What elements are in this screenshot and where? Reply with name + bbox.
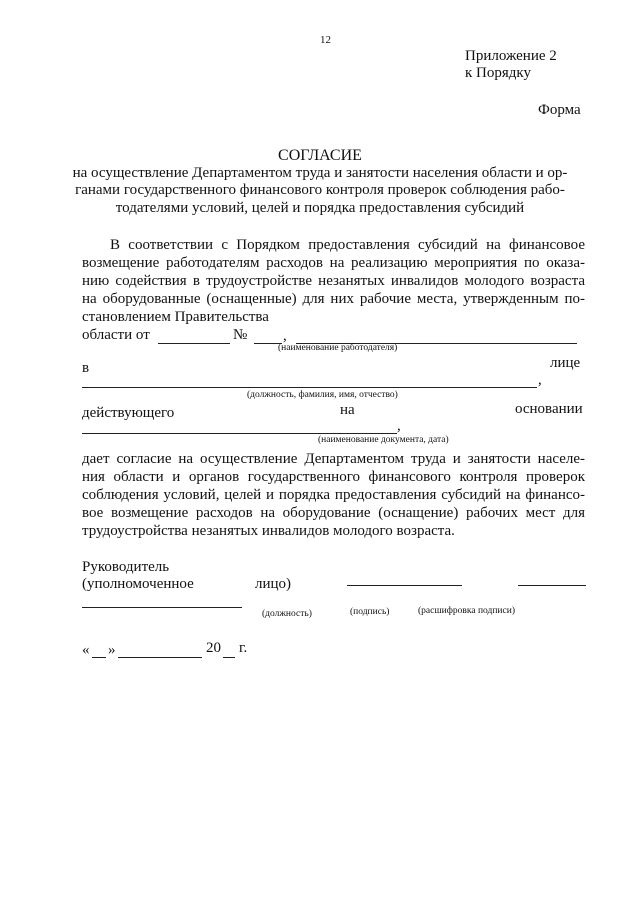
signature-authorized: (уполномоченное	[82, 576, 194, 592]
intro-line: на оборудованные (оснащенные) для них рабочие места, утвержденным по-	[82, 291, 585, 307]
subtitle-line: на осуществление Департаментом труда и занятости населения области и ор-	[72, 165, 568, 181]
on-word: на	[340, 402, 355, 418]
basis-comma: ,	[397, 418, 401, 434]
person-face: лице	[550, 355, 581, 371]
signature-face: лицо)	[255, 576, 292, 592]
number-sign: №	[233, 327, 248, 343]
resolution-date-blank[interactable]	[158, 343, 230, 344]
year-blank[interactable]	[223, 657, 235, 658]
year-prefix: 20	[206, 640, 221, 656]
intro-line: становлением Правительства	[82, 309, 269, 325]
consent-line: трудоустройства незанятых инвалидов молодого возраста.	[82, 523, 455, 539]
signature-blank[interactable]	[347, 585, 462, 586]
position-caption: (должность)	[262, 609, 312, 619]
month-blank[interactable]	[118, 657, 202, 658]
consent-line: дает согласие на осуществление Департаментом труда и занятости населе-	[82, 451, 585, 467]
representative-blank[interactable]	[82, 387, 537, 388]
date-open-quote: «	[82, 642, 90, 658]
page-number: 12	[320, 34, 331, 46]
consent-line: ния области и органов государственного финансового контроля проверок	[82, 469, 585, 485]
acting-word: действующего	[82, 405, 175, 421]
subtitle-line: ганами государственного финансового контроля проверок соблюдения рабо-	[75, 182, 565, 198]
year-suffix: г.	[239, 640, 248, 656]
intro-line: В соответствии с Порядком предоставления субсидий на финансовое	[110, 237, 585, 253]
position-blank[interactable]	[82, 607, 242, 608]
employer-name-caption: (наименование работодателя)	[278, 343, 398, 353]
decoding-caption: (расшифровка подписи)	[418, 606, 515, 616]
region-comma: ,	[283, 328, 287, 344]
day-blank[interactable]	[92, 657, 106, 658]
consent-line: соблюдения условий, целей и порядка предоставления субсидий на финансо-	[82, 487, 585, 503]
basis-word: основании	[515, 401, 583, 417]
signature-head: Руководитель	[82, 559, 170, 575]
appendix-number: Приложение 2	[465, 48, 557, 64]
subtitle-line: тодателями условий, целей и порядка предоставления субсидий	[115, 200, 525, 216]
form-label: Форма	[538, 102, 581, 118]
region-prefix: области от	[82, 327, 150, 343]
intro-line: нию содействия в трудоустройстве незанятых инвалидов молодого возраста	[82, 273, 585, 289]
appendix-reference: к Порядку	[465, 65, 531, 81]
intro-line: возмещение работодателям расходов на реализацию мероприятия по оказа-	[82, 255, 585, 271]
document-caption: (наименование документа, дата)	[318, 435, 449, 445]
document-blank[interactable]	[82, 433, 397, 434]
date-close-quote: »	[108, 642, 116, 658]
representative-caption: (должность, фамилия, имя, отчество)	[247, 390, 398, 400]
person-prefix: в	[82, 360, 90, 376]
person-comma: ,	[538, 372, 542, 388]
consent-line: вое возмещение расходов на оборудование (оснащение) рабочих мест для	[82, 505, 585, 521]
signature-caption: (подпись)	[350, 607, 390, 617]
signature-decoding-blank[interactable]	[518, 585, 586, 586]
document-title: СОГЛАСИЕ	[278, 147, 362, 164]
